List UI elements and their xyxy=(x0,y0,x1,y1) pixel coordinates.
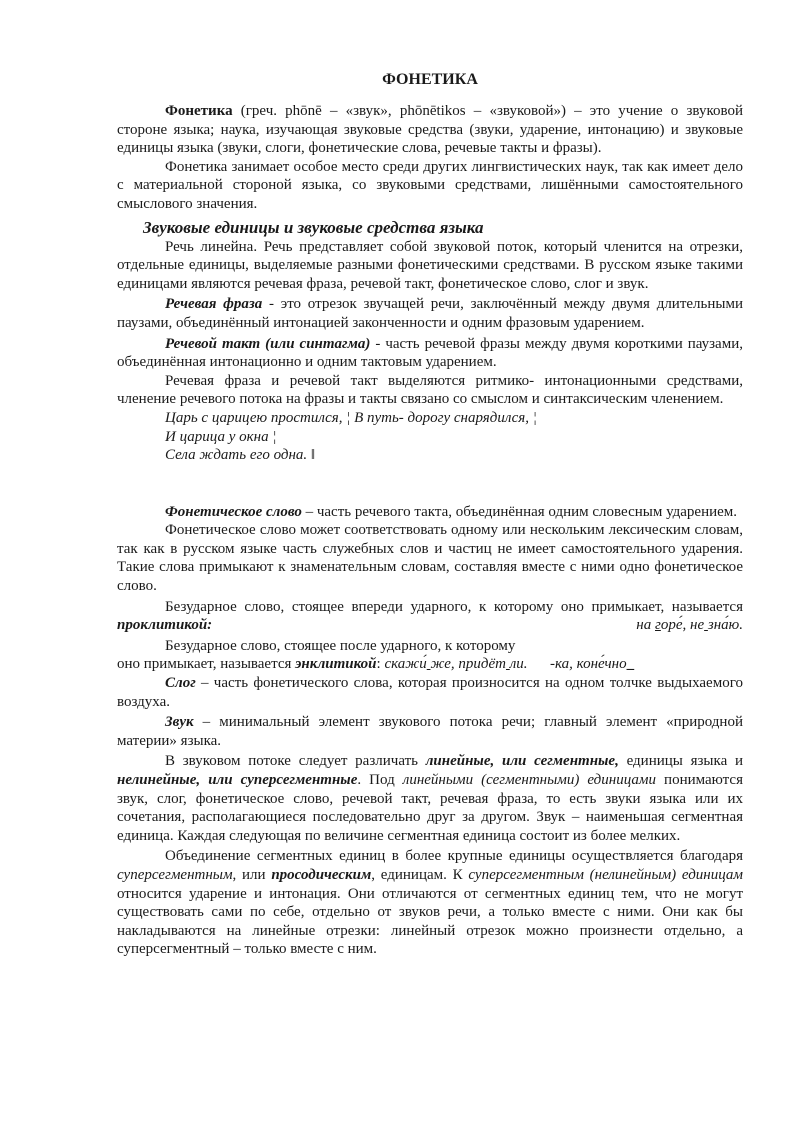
term-enclitic: энклитикой xyxy=(295,656,377,673)
paragraph-sound: Звук – минимальный элемент звукового потока речи; главный элемент «природной материи» языка. xyxy=(117,714,743,749)
poem-line: Царь с царицею простился, ¦ В путь- дорогу снарядился, ¦ xyxy=(165,409,537,426)
paragraph-phonetics-definition: Фонетика (греч. phōnē – «звук», phōnētikos – «звуковой») – это учение о звуковой стороне языка; наука, изучающая звуковые средства (звуки, ударение, интонацию) и звуковые единицы языка (звуки, слоги, фонетические слова, речевые такты и фразы). xyxy=(117,103,743,157)
paragraph-speech-linear: Речь линейна. Речь представляет собой звуковой поток, который членится на отрезки, отдельные единицы, выделяемые разными фонетическими средствами. В русском языке такими единицами являются речевая фраза, речевой такт, фонетическое слово, слог и звук. xyxy=(117,238,743,292)
paragraph-phonetic-word: Фонетическое слово – часть речевого такта, объединённая одним словесным ударением. xyxy=(165,503,738,520)
paragraph-rhythmic-means: Речевая фраза и речевой такт выделяются ритмико- интонационными средствами, членение речевого потока на фразы и такты связано со смыслом и синтаксическим членением. xyxy=(117,372,743,408)
term-nonlinear-units: нелинейные, или суперсегментные xyxy=(117,772,358,788)
enclitic-examples: скажи́ же, придёт ли. -ка, коне́чно_ xyxy=(384,656,635,673)
term-linear-units: линейные, или сегментные, xyxy=(425,753,619,770)
paragraph-syllable: Слог – часть фонетического слова, которая произносится на одном толчке выдыхаемого воздуха. xyxy=(117,675,743,710)
section-heading: Звуковые единицы и звуковые средства языка xyxy=(143,217,484,237)
term-speech-tact: Речевой такт (или синтагма) xyxy=(165,335,371,352)
term-speech-phrase: Речевая фраза xyxy=(165,296,263,313)
document-page xyxy=(117,68,743,959)
page-title: ФОНЕТИКА xyxy=(382,71,478,88)
poem-example xyxy=(165,409,743,465)
spacer xyxy=(117,465,743,503)
term-syllable: Слог xyxy=(165,675,196,692)
paragraph-speech-phrase: Речевая фраза - это отрезок звучащей речи, заключённый между двумя длительными паузами, объединённый интонацией законченности и одним фразовым ударением. xyxy=(117,296,743,331)
paragraph-proclitic: Безударное слово, стоящее впереди ударного, к которому оно примыкает, называется проклитикой: на горе́, не зна́ю. xyxy=(117,598,743,634)
paragraph-phonetics-place: Фонетика занимает особое место среди других лингвистических наук, так как имеет дело с материальной стороной языка, со звуковыми средствами, лишёнными самостоятельного смыслового значения. xyxy=(117,158,743,212)
paragraph-speech-tact: Речевой такт (или синтагма) - часть речевой фразы между двумя короткими паузами, объединённая интонационно и одним тактовым ударением. xyxy=(117,335,743,371)
poem-line: Села ждать его одна. ‖ xyxy=(165,447,316,464)
paragraph-suprasegment-units: Объединение сегментных единиц в более крупные единицы осуществляется благодаря суперсегментным, или просодическим, единицам. К суперсегментным (нелинейным) единицам относится ударение и интонация. Они отличаются от сегментных единиц тем, что не могут существовать сами по себе, отдельно от звуков речи, а только вместе с ними. Они как бы накладываются на линейные отрезки: линейный отрезок можно произнести отдельно, а суперсегментный – только вместе с ним. xyxy=(117,848,743,958)
term-proclitic: проклитикой: xyxy=(117,617,213,634)
paragraph-enclitic-line2: оно примыкает, называется энклитикой: скажи́ же, придёт ли. -ка, коне́чно_ xyxy=(117,656,635,673)
paragraph-segment-units: В звуковом потоке следует различать линейные, или сегментные, единицы языка и нелинейные, или суперсегментные. Под линейными (сегментными) единицами понимаются звук, слог, фонетическое слово, речевой такт, речевая фраза, то есть звуки языка или их сочетания, располагающиеся последовательно друг за другом. Звук – наименьшая сегментная единица. Каждая следующая по величине сегментная единица состоит из более мелких. xyxy=(117,753,743,844)
poem-line: И царица у окна ¦ xyxy=(165,428,277,445)
term-phonetic-word: Фонетическое слово xyxy=(165,503,302,520)
term-phonetics: Фонетика xyxy=(165,103,233,119)
paragraph-phonetic-word-details: Фонетическое слово может соответствовать одному или нескольким лексическим словам, так как в русском языке часть служебных слов и частиц не имеет самостоятельного ударения. Такие слова примыкают к знаменательным словам, составляя вместе с ними одно фонетическое слово. xyxy=(117,522,743,595)
term-prosodic: просодическим xyxy=(271,866,372,883)
proclitic-examples: на горе́, не зна́ю. xyxy=(636,617,743,634)
term-sound: Звук xyxy=(165,714,194,731)
paragraph-enclitic-line1: Безударное слово, стоящее после ударного, к которому xyxy=(165,637,516,654)
